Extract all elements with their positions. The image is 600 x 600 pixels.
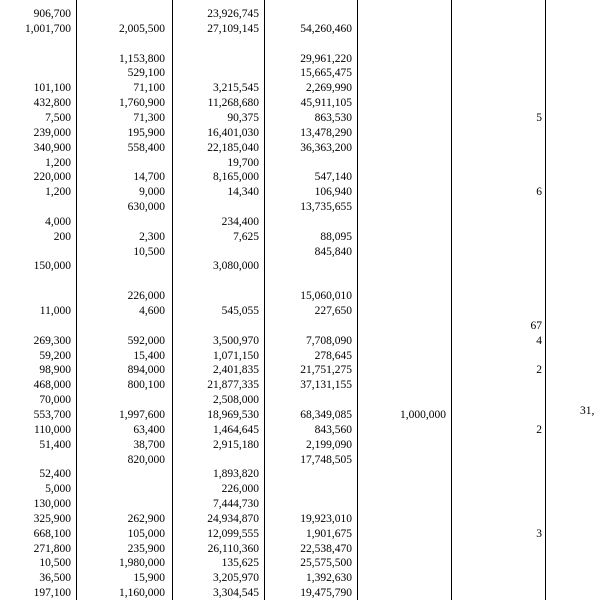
- table-cell: 67: [530, 319, 542, 332]
- table-cell: 21,877,335: [207, 379, 259, 392]
- table-cell: 36,500: [39, 572, 71, 585]
- table-cell: 325,900: [33, 512, 71, 525]
- table-cell: 15,900: [133, 572, 165, 585]
- table-cell: 68,349,085: [300, 408, 352, 421]
- table-cell: 3: [536, 527, 542, 540]
- table-cell: 88,095: [320, 230, 352, 243]
- table-cell: 11,000: [39, 305, 71, 317]
- table-cell: 1,153,800: [119, 52, 165, 65]
- table-cell: 1,160,000: [119, 587, 165, 600]
- table-cell: 105,000: [127, 527, 165, 540]
- table-cell: 101,100: [33, 82, 71, 95]
- table-cell: 26,110,360: [207, 542, 259, 555]
- column-divider: [172, 0, 173, 600]
- table-cell: 278,645: [314, 349, 352, 362]
- table-cell: 3,304,545: [213, 587, 259, 600]
- table-cell: 1,760,900: [119, 97, 165, 110]
- table-cell: 226,000: [221, 483, 259, 496]
- table-cell: 14,340: [227, 186, 259, 199]
- table-cell: 2,915,180: [213, 438, 259, 451]
- table-cell: 37,131,155: [300, 379, 352, 392]
- table-cell: 3,205,970: [213, 572, 259, 585]
- table-cell: 3,500,970: [213, 334, 259, 347]
- table-cell: 1,000,000: [400, 408, 446, 421]
- table-cell: 2,005,500: [119, 22, 165, 35]
- table-cell: 7,444,730: [213, 498, 259, 511]
- table-cell: 226,000: [127, 290, 165, 303]
- table-cell: 45,911,105: [300, 97, 352, 110]
- table-cell: 234,400: [221, 215, 259, 228]
- table-cell: 235,900: [127, 542, 165, 555]
- table-cell: 1,997,600: [119, 408, 165, 421]
- column-divider: [451, 0, 452, 600]
- table-cell: 545,055: [221, 305, 259, 317]
- column-divider: [264, 0, 265, 600]
- table-cell: 21,751,275: [300, 364, 352, 377]
- table-cell: 17,748,505: [300, 453, 352, 466]
- table-cell: 1,200: [45, 186, 71, 199]
- table-cell: 12,099,555: [207, 527, 259, 540]
- table-cell: 15,665,475: [300, 67, 352, 80]
- table-cell: 19,700: [227, 156, 259, 169]
- table-cell: 4,600: [139, 305, 165, 317]
- table-cell: 29,961,220: [300, 52, 352, 65]
- table-cell: 227,650: [314, 305, 352, 317]
- table-cell: 19,923,010: [300, 512, 352, 525]
- table-cell: 70,000: [39, 394, 71, 407]
- table-cell: 23,926,745: [207, 8, 259, 20]
- table-cell: 2,269,990: [306, 82, 352, 95]
- table-cell: 845,840: [314, 245, 352, 258]
- table-cell: 52,400: [39, 468, 71, 481]
- table-cell: 262,900: [127, 512, 165, 525]
- table-cell: 468,000: [33, 379, 71, 392]
- table-cell: 894,000: [127, 364, 165, 377]
- table-cell: 5: [536, 111, 542, 124]
- table-cell: 2,401,835: [213, 364, 259, 377]
- table-cell: 1,901,675: [306, 527, 352, 540]
- table-cell: 820,000: [127, 453, 165, 466]
- table-cell: 7,708,090: [306, 334, 352, 347]
- table-cell: 432,800: [33, 97, 71, 110]
- table-cell: 135,625: [221, 557, 259, 570]
- table-cell: 13,478,290: [300, 126, 352, 139]
- table-cell: 200: [53, 230, 71, 243]
- table-cell: 36,363,200: [300, 141, 352, 154]
- table-cell: 220,000: [33, 171, 71, 184]
- table-cell: 71,300: [133, 111, 165, 124]
- table-cell: 22,185,040: [207, 141, 259, 154]
- table-cell: 14,700: [133, 171, 165, 184]
- table-cell: 22,538,470: [300, 542, 352, 555]
- table-cell: 1,464,645: [213, 423, 259, 436]
- table-cell: 1,200: [45, 156, 71, 169]
- edge-fragment-cell: 31,: [580, 405, 595, 417]
- table-cell: 10,500: [133, 245, 165, 258]
- table-cell: 10,500: [39, 557, 71, 570]
- table-cell: 668,100: [33, 527, 71, 540]
- table-cell: 11,268,680: [207, 97, 259, 110]
- table-cell: 18,969,530: [207, 408, 259, 421]
- table-cell: 239,000: [33, 126, 71, 139]
- table-cell: 7,625: [233, 230, 259, 243]
- table-cell: 843,560: [314, 423, 352, 436]
- table-cell: 1,071,150: [213, 349, 259, 362]
- table-cell: 197,100: [33, 587, 71, 600]
- table-cell: 63,400: [133, 423, 165, 436]
- table-cell: 98,900: [39, 364, 71, 377]
- table-cell: 906,700: [33, 8, 71, 20]
- table-cell: 15,400: [133, 349, 165, 362]
- table-cell: 558,400: [127, 141, 165, 154]
- table-cell: 38,700: [133, 438, 165, 451]
- table-cell: 2,199,090: [306, 438, 352, 451]
- table-cell: 195,900: [127, 126, 165, 139]
- table-cell: 529,100: [127, 67, 165, 80]
- table-cell: 2,508,000: [213, 394, 259, 407]
- table-cell: 5,000: [45, 483, 71, 496]
- table-cell: 16,401,030: [207, 126, 259, 139]
- table-cell: 269,300: [33, 334, 71, 347]
- table-cell: 106,940: [314, 186, 352, 199]
- column-divider: [357, 0, 358, 600]
- table-cell: 51,400: [39, 438, 71, 451]
- table-cell: 340,900: [33, 141, 71, 154]
- table-cell: 13,735,655: [300, 201, 352, 214]
- table-cell: 553,700: [33, 408, 71, 421]
- table-cell: 1,980,000: [119, 557, 165, 570]
- table-cell: 9,000: [139, 186, 165, 199]
- table-cell: 27,109,145: [207, 22, 259, 35]
- table-cell: 1,392,630: [306, 572, 352, 585]
- table-cell: 130,000: [33, 498, 71, 511]
- table-cell: 54,260,460: [300, 22, 352, 35]
- table-cell: 271,800: [33, 542, 71, 555]
- table-cell: 630,000: [127, 201, 165, 214]
- table-cell: 800,100: [127, 379, 165, 392]
- table-cell: 71,100: [133, 82, 165, 95]
- table-cell: 110,000: [34, 423, 71, 436]
- table-cell: 3,215,545: [213, 82, 259, 95]
- table-cell: 24,934,870: [207, 512, 259, 525]
- table-cell: 19,475,790: [300, 587, 352, 600]
- table-cell: 2: [536, 364, 542, 377]
- table-cell: 2: [536, 423, 542, 436]
- table-cell: 1,893,820: [213, 468, 259, 481]
- table-cell: 7,500: [45, 111, 71, 124]
- table-cell: 8,165,000: [213, 171, 259, 184]
- table-cell: 15,060,010: [300, 290, 352, 303]
- table-cell: 6: [536, 186, 542, 199]
- table-cell: 2,300: [139, 230, 165, 243]
- table-cell: 4: [536, 334, 542, 347]
- table-cell: 25,575,500: [300, 557, 352, 570]
- table-cell: 1,001,700: [25, 22, 71, 35]
- table-cell: 59,200: [39, 349, 71, 362]
- table-cell: 3,080,000: [213, 260, 259, 273]
- table-cell: 4,000: [45, 215, 71, 228]
- table-cell: 90,375: [227, 111, 259, 124]
- table-cell: 592,000: [127, 334, 165, 347]
- column-divider: [76, 0, 77, 600]
- table-cell: 150,000: [33, 260, 71, 273]
- column-divider: [545, 0, 546, 600]
- table-cell: 863,530: [314, 111, 352, 124]
- table-cell: 547,140: [314, 171, 352, 184]
